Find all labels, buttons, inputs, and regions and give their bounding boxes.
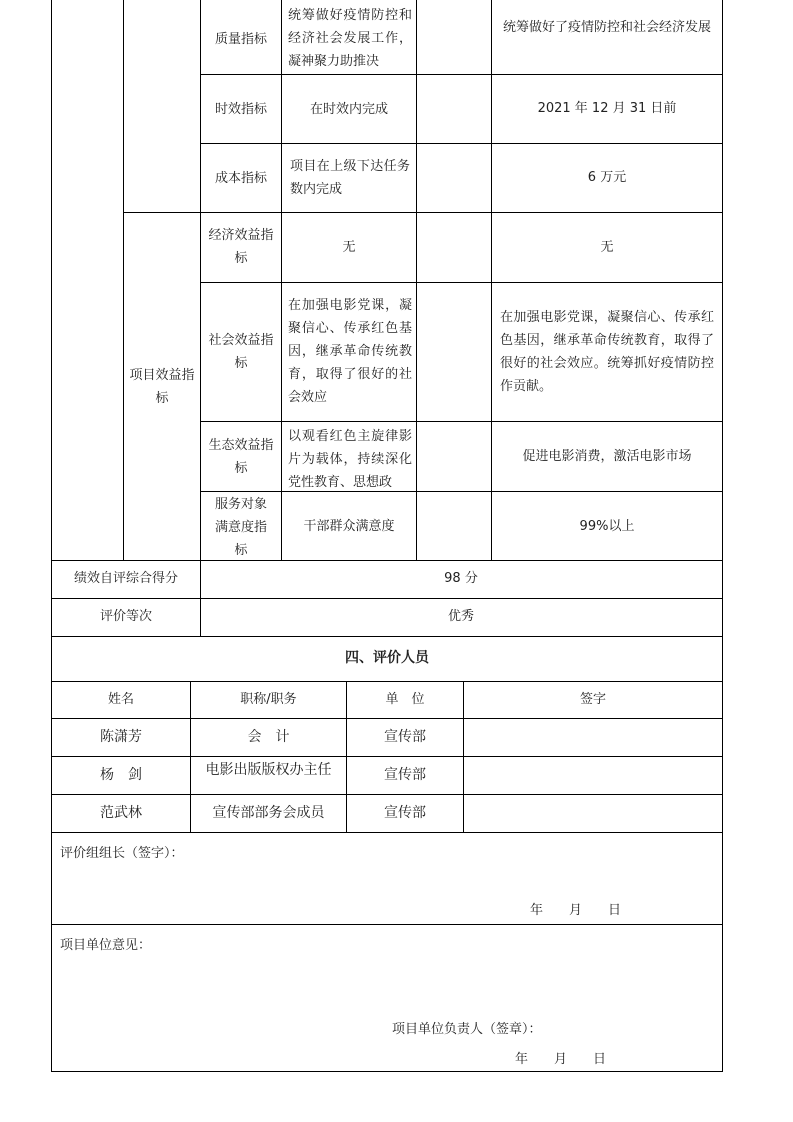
unit-head-label: 项目单位负责人（签章）： bbox=[392, 1022, 542, 1037]
header-title: 职称/职务 bbox=[240, 692, 297, 707]
unit-opinion-label: 项目单位意见： bbox=[60, 938, 152, 953]
person-unit-3: 宣传部 bbox=[384, 805, 426, 821]
indicator-actual-ecological: 促进电影消费，激活电影市场 bbox=[522, 449, 692, 464]
header-sign: 签字 bbox=[579, 692, 606, 707]
indicator-name-timeliness: 时效指标 bbox=[214, 102, 267, 117]
person-sign-3[interactable] bbox=[465, 796, 721, 831]
score-label: 绩效自评综合得分 bbox=[73, 571, 178, 586]
leader-label: 评价组组长（签字）： bbox=[60, 846, 184, 861]
indicator-name-cost: 成本指标 bbox=[214, 171, 267, 186]
person-sign-2[interactable] bbox=[465, 758, 721, 793]
leader-date: 年 月 日 bbox=[530, 903, 622, 918]
person-unit-1: 宣传部 bbox=[384, 729, 426, 745]
person-sign-1[interactable] bbox=[465, 720, 721, 755]
indicator-name-economic: 经济效益指标 bbox=[208, 228, 274, 266]
indicator-target-timeliness: 在时效内完成 bbox=[309, 102, 388, 117]
header-name: 姓名 bbox=[107, 692, 134, 707]
score-value: 98 分 bbox=[444, 571, 478, 586]
section-title: 四、评价人员 bbox=[345, 650, 429, 666]
category-benefit: 项目效益指标 bbox=[129, 368, 195, 406]
grade-label: 评价等次 bbox=[99, 609, 152, 624]
indicator-target-social: 在加强电影党课，凝聚信心、传承红色基因，继承革命传统教育，取得了很好的社会效应 bbox=[288, 298, 412, 405]
person-unit-2: 宣传部 bbox=[384, 767, 426, 783]
indicator-actual-satisfaction: 99%以上 bbox=[579, 519, 635, 534]
indicator-actual-economic: 无 bbox=[600, 240, 614, 255]
person-title-3: 宣传部部务会成员 bbox=[212, 805, 325, 821]
indicator-target-satisfaction: 干部群众满意度 bbox=[303, 519, 395, 534]
grade-value: 优秀 bbox=[447, 609, 474, 624]
indicator-actual-quality: 统筹做好了疫情防控和社会经济发展 bbox=[502, 20, 711, 35]
indicator-actual-cost: 6 万元 bbox=[587, 170, 627, 185]
indicator-target-ecological: 以观看红色主旋律影片为载体，持续深化党性教育、思想政 bbox=[288, 429, 412, 489]
person-title-1: 会 计 bbox=[247, 729, 290, 745]
indicator-actual-timeliness: 2021 年 12 月 31 日前 bbox=[537, 101, 677, 116]
indicator-target-cost: 项目在上级下达任务数内完成 bbox=[290, 159, 410, 197]
unit-date: 年 月 日 bbox=[515, 1052, 607, 1067]
person-name-3: 范武林 bbox=[100, 805, 142, 821]
person-name-2: 杨 剑 bbox=[100, 767, 142, 783]
indicator-actual-social: 在加强电影党课，凝聚信心、传承红色基因，继承革命传统教育，取得了很好的社会效应。统筹抓好疫情防控作贡献。 bbox=[500, 310, 714, 394]
indicator-name-quality: 质量指标 bbox=[214, 32, 267, 47]
person-title-2: 电影出版版权办主任 bbox=[205, 762, 332, 778]
indicator-name-ecological: 生态效益指标 bbox=[208, 438, 274, 476]
person-name-1: 陈潇芳 bbox=[100, 729, 142, 745]
indicator-name-social: 社会效益指标 bbox=[208, 333, 274, 371]
indicator-target-economic: 无 bbox=[342, 240, 356, 255]
indicator-target-quality: 统筹做好疫情防控和经济社会发展工作，凝神聚力助推决 bbox=[288, 8, 412, 69]
indicator-name-satisfaction: 服务对象满意度指标 bbox=[214, 497, 267, 558]
header-unit: 单 位 bbox=[385, 692, 425, 707]
